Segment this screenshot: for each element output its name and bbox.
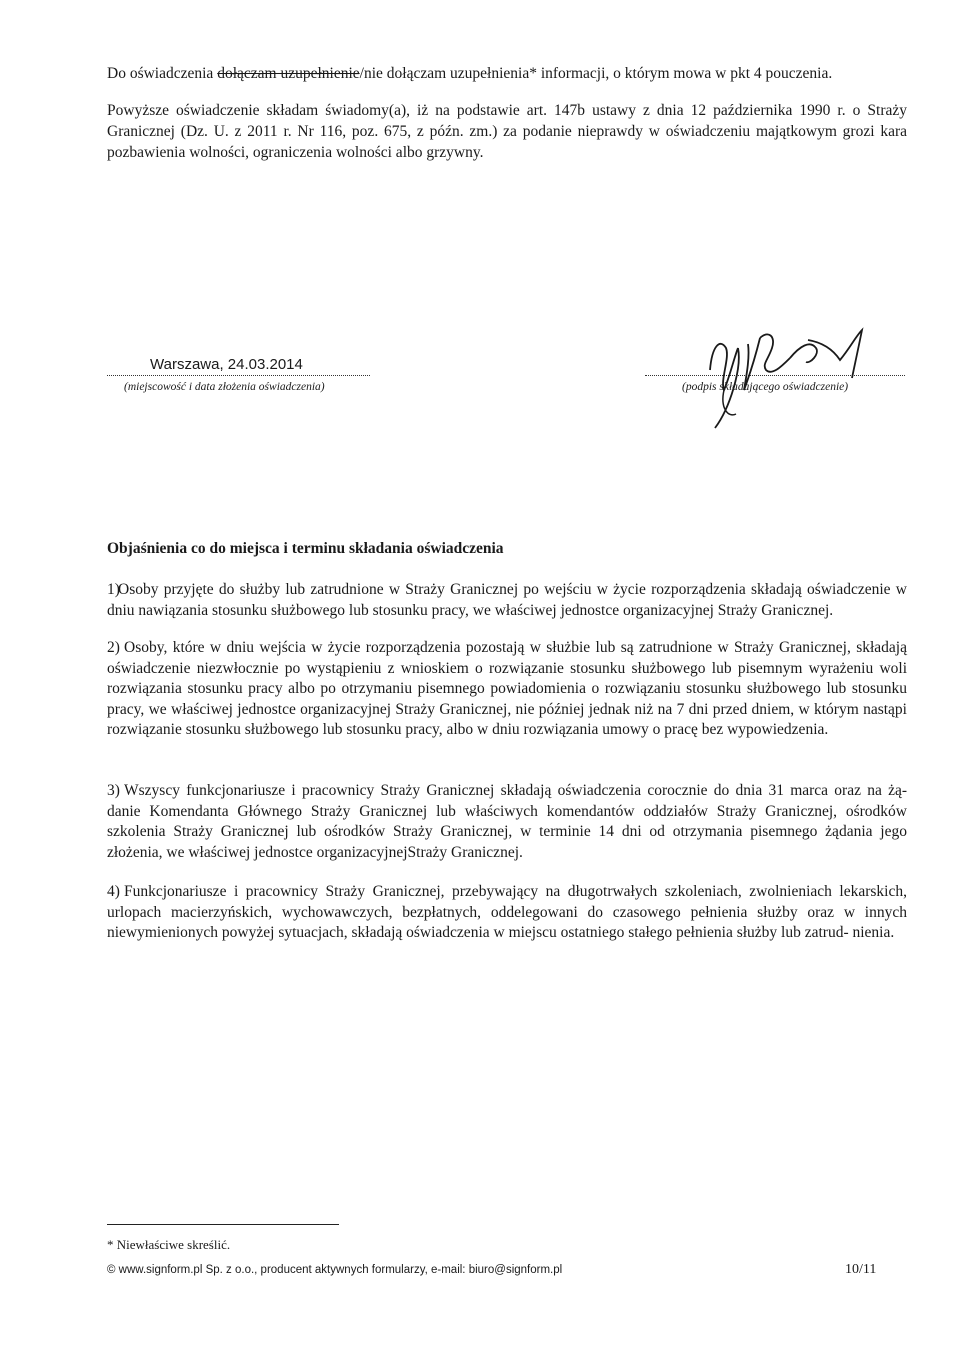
footnote: * Niewłaściwe skreślić. [107, 1237, 231, 1252]
attachment-prefix: Do oświadczenia [107, 65, 218, 82]
explanation-item-2 [107, 638, 907, 741]
place-date-caption: (miejscowość i data złożenia oświadczenia) [124, 381, 325, 393]
attachment-suffix: /nie dołączam uzupełnienia* informacji, o którym mowa w pkt 4 pouczenia. [359, 65, 833, 82]
footnote-rule [107, 1224, 339, 1225]
struck-option: dołączam uzupełnienie [217, 65, 360, 82]
signature-caption: (podpis składającego oświadczenie) [682, 381, 849, 393]
explanation-item-3 [107, 781, 907, 863]
attachment-statement [107, 63, 907, 84]
explanation-item-1 [107, 580, 907, 621]
legal-notice: Powyższe oświadczenie składam świadomy(a), iż na podstawie art. 147b ustawy z dnia 12 października 1990 r. o Straży Granicznej (Dz. U. z 2011 r. Nr 116, poz. 675, z późn. zm.) za podanie nieprawdy w oświadczeniu majątkowym grozi kara pozbawienia wolności, ograniczenia wolności albo grzywny. [107, 102, 907, 161]
place-date-line [107, 375, 370, 376]
explanation-item-4 [107, 882, 907, 944]
item-text: Osoby, które w dniu wejścia w życie rozporządzenia pozostają w służbie lub są zatrudnione w Straży Granicznej, składają oświadczenie niezwłocznie po wystąpieniu z wnioskiem o rozwiązanie stosunku służbowego lub pisemnym wyrażeniu woli rozwiązania stosunku pracy albo po otrzymaniu pisemnego powiadomienia o rozwiązaniu stosunku służbowego lub stosunku pracy, we właściwej jednostce organizacyjnej Straży Granicznej, nie później jednak niż na 7 dni przed dniem, w którym nastąpi rozwiązanie stosunku służbowego lub stosunku pracy, albo w dniu rozwiązania umowy o pracę bez wypowiedzenia. [107, 639, 907, 738]
explanations-heading: Objaśnienia co do miejsca i terminu składania oświadczenia [107, 540, 504, 557]
item-text: Osoby przyjęte do służby lub zatrudnione w Straży Granicznej po wejściu w życie rozporządzenia składają oświadczenie w dniu nawiązania stosunku służbowego lub stosunku pracy, we właściwej jednostce organizacyjnej Straży Granicznej. [107, 581, 907, 619]
item-number: 3) [107, 782, 120, 799]
item-number: 2) [107, 639, 120, 656]
place-date-value: Warszawa, 24.03.2014 [150, 356, 303, 373]
item-text: Wszyscy funkcjonariusze i pracownicy Straży Granicznej składają oświadczenia corocznie do dnia 31 marca oraz na żą- danie Komendanta Głównego Straży Granicznej lub właściwych komendantów oddziałów Straży Granicznej, ośrodków szkolenia Straży Granicznej lub ośrodków Straży Granicznej, w terminie 14 dni od otrzymania pisemnego żądania jego złożenia, we właściwej jednostce organizacyjnejStraży Granicznej. [107, 782, 907, 861]
item-number: 1) [107, 581, 120, 598]
item-number: 4) [107, 883, 120, 900]
item-text: Funkcjonariusze i pracownicy Straży Granicznej, przebywający na długotrwałych szkoleniach, zwolnieniach lekarskich, urlopach macierzyńskich, wychowawczych, bezpłatnych, oddelegowani do czasowego pełnienia służby oraz w innych niewymienionych powyżej sytuacjach, składają oświadczenia w miejscu ostatniego stałego pełnienia służby lub zatrud- nienia. [107, 883, 907, 941]
publisher-line: © www.signform.pl Sp. z o.o., producent aktywnych formularzy, e-mail: biuro@signform.pl [107, 1264, 563, 1276]
page-number: 10/11 [845, 1262, 877, 1277]
handwritten-signature [690, 318, 890, 438]
